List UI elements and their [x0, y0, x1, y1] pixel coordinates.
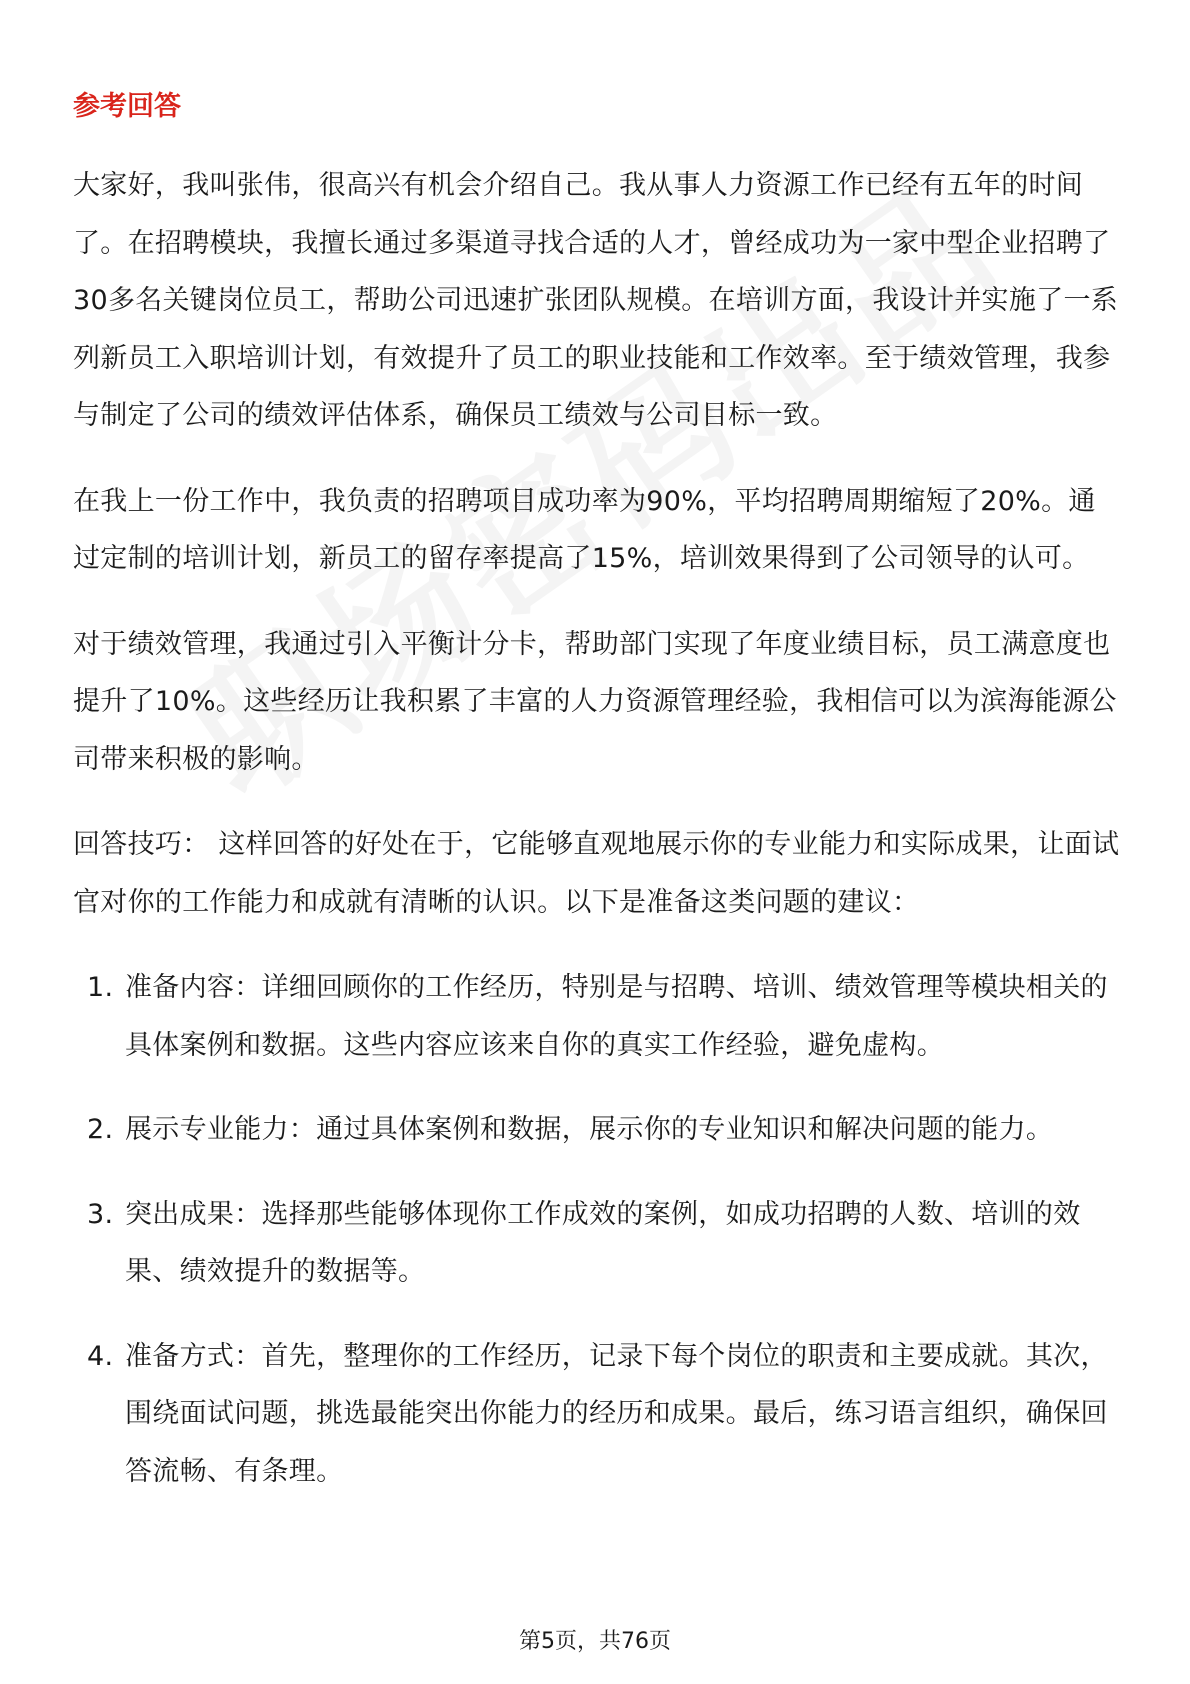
page-number-footer: 第5页，共76页: [519, 1629, 671, 1654]
list-item: [73, 1101, 1123, 1159]
list-item-number: 3.: [87, 1198, 114, 1230]
section-title: 参考回答: [73, 91, 181, 122]
list-item-text: 准备方式：首先，整理你的工作经历，记录下每个岗位的职责和主要成就。其次，围绕面试问题，挑选最能突出你能力的经历和成果。最后，练习语言组织，确保回答流畅、有条理。: [125, 1340, 1108, 1487]
list-item: [73, 1328, 1123, 1501]
list-item-number: 1.: [87, 972, 114, 1003]
list-item-text: 展示专业能力：通过具体案例和数据，展示你的专业知识和解决问题的能力。: [125, 1114, 1054, 1145]
paragraph-tips: 回答技巧： 这样回答的好处在于，它能够直观地展示你的专业能力和实际成果，让面试官对你的工作能力和成就有清晰的认识。以下是准备这类问题的建议：: [73, 829, 1120, 918]
content-area: [73, 88, 1123, 1527]
paragraph-performance: 对于绩效管理，我通过引入平衡计分卡，帮助部门实现了年度业绩目标，员工满意度也提升了10%。这些经历让我积累了丰富的人力资源管理经验，我相信可以为滨海能源公司带来积极的影响。: [73, 628, 1117, 775]
list-item-number: 4.: [87, 1340, 114, 1372]
list-item: [73, 959, 1123, 1074]
list-item-text: 准备内容：详细回顾你的工作经历，特别是与招聘、培训、绩效管理等模块相关的具体案例和数据。这些内容应该来自你的真实工作经验，避免虚构。: [125, 972, 1108, 1061]
paragraph-achievements: 在我上一份工作中，我负责的招聘项目成功率为90%，平均招聘周期缩短了20%。通过定制的培训计划，新员工的留存率提高了15%，培训效果得到了公司领导的认可。: [73, 485, 1096, 574]
list-item-text: 突出成果：选择那些能够体现你工作成效的案例，如成功招聘的人数、培训的效果、绩效提升的数据等。: [125, 1198, 1081, 1287]
paragraph-self-intro: 大家好，我叫张伟，很高兴有机会介绍自己。我从事人力资源工作已经有五年的时间了。在招聘模块，我擅长通过多渠道寻找合适的人才，曾经成功为一家中型企业招聘了30多名关键岗位员工，帮助公司迅速扩张团队规模。在培训方面，我设计并实施了一系列新员工入职培训计划，有效提升了员工的职业技能和工作效率。至于绩效管理，我参与制定了公司的绩效评估体系，确保员工绩效与公司目标一致。: [73, 170, 1119, 431]
list-item: [73, 1186, 1123, 1301]
list-item-number: 2.: [87, 1114, 114, 1145]
tips-list: [73, 959, 1123, 1500]
